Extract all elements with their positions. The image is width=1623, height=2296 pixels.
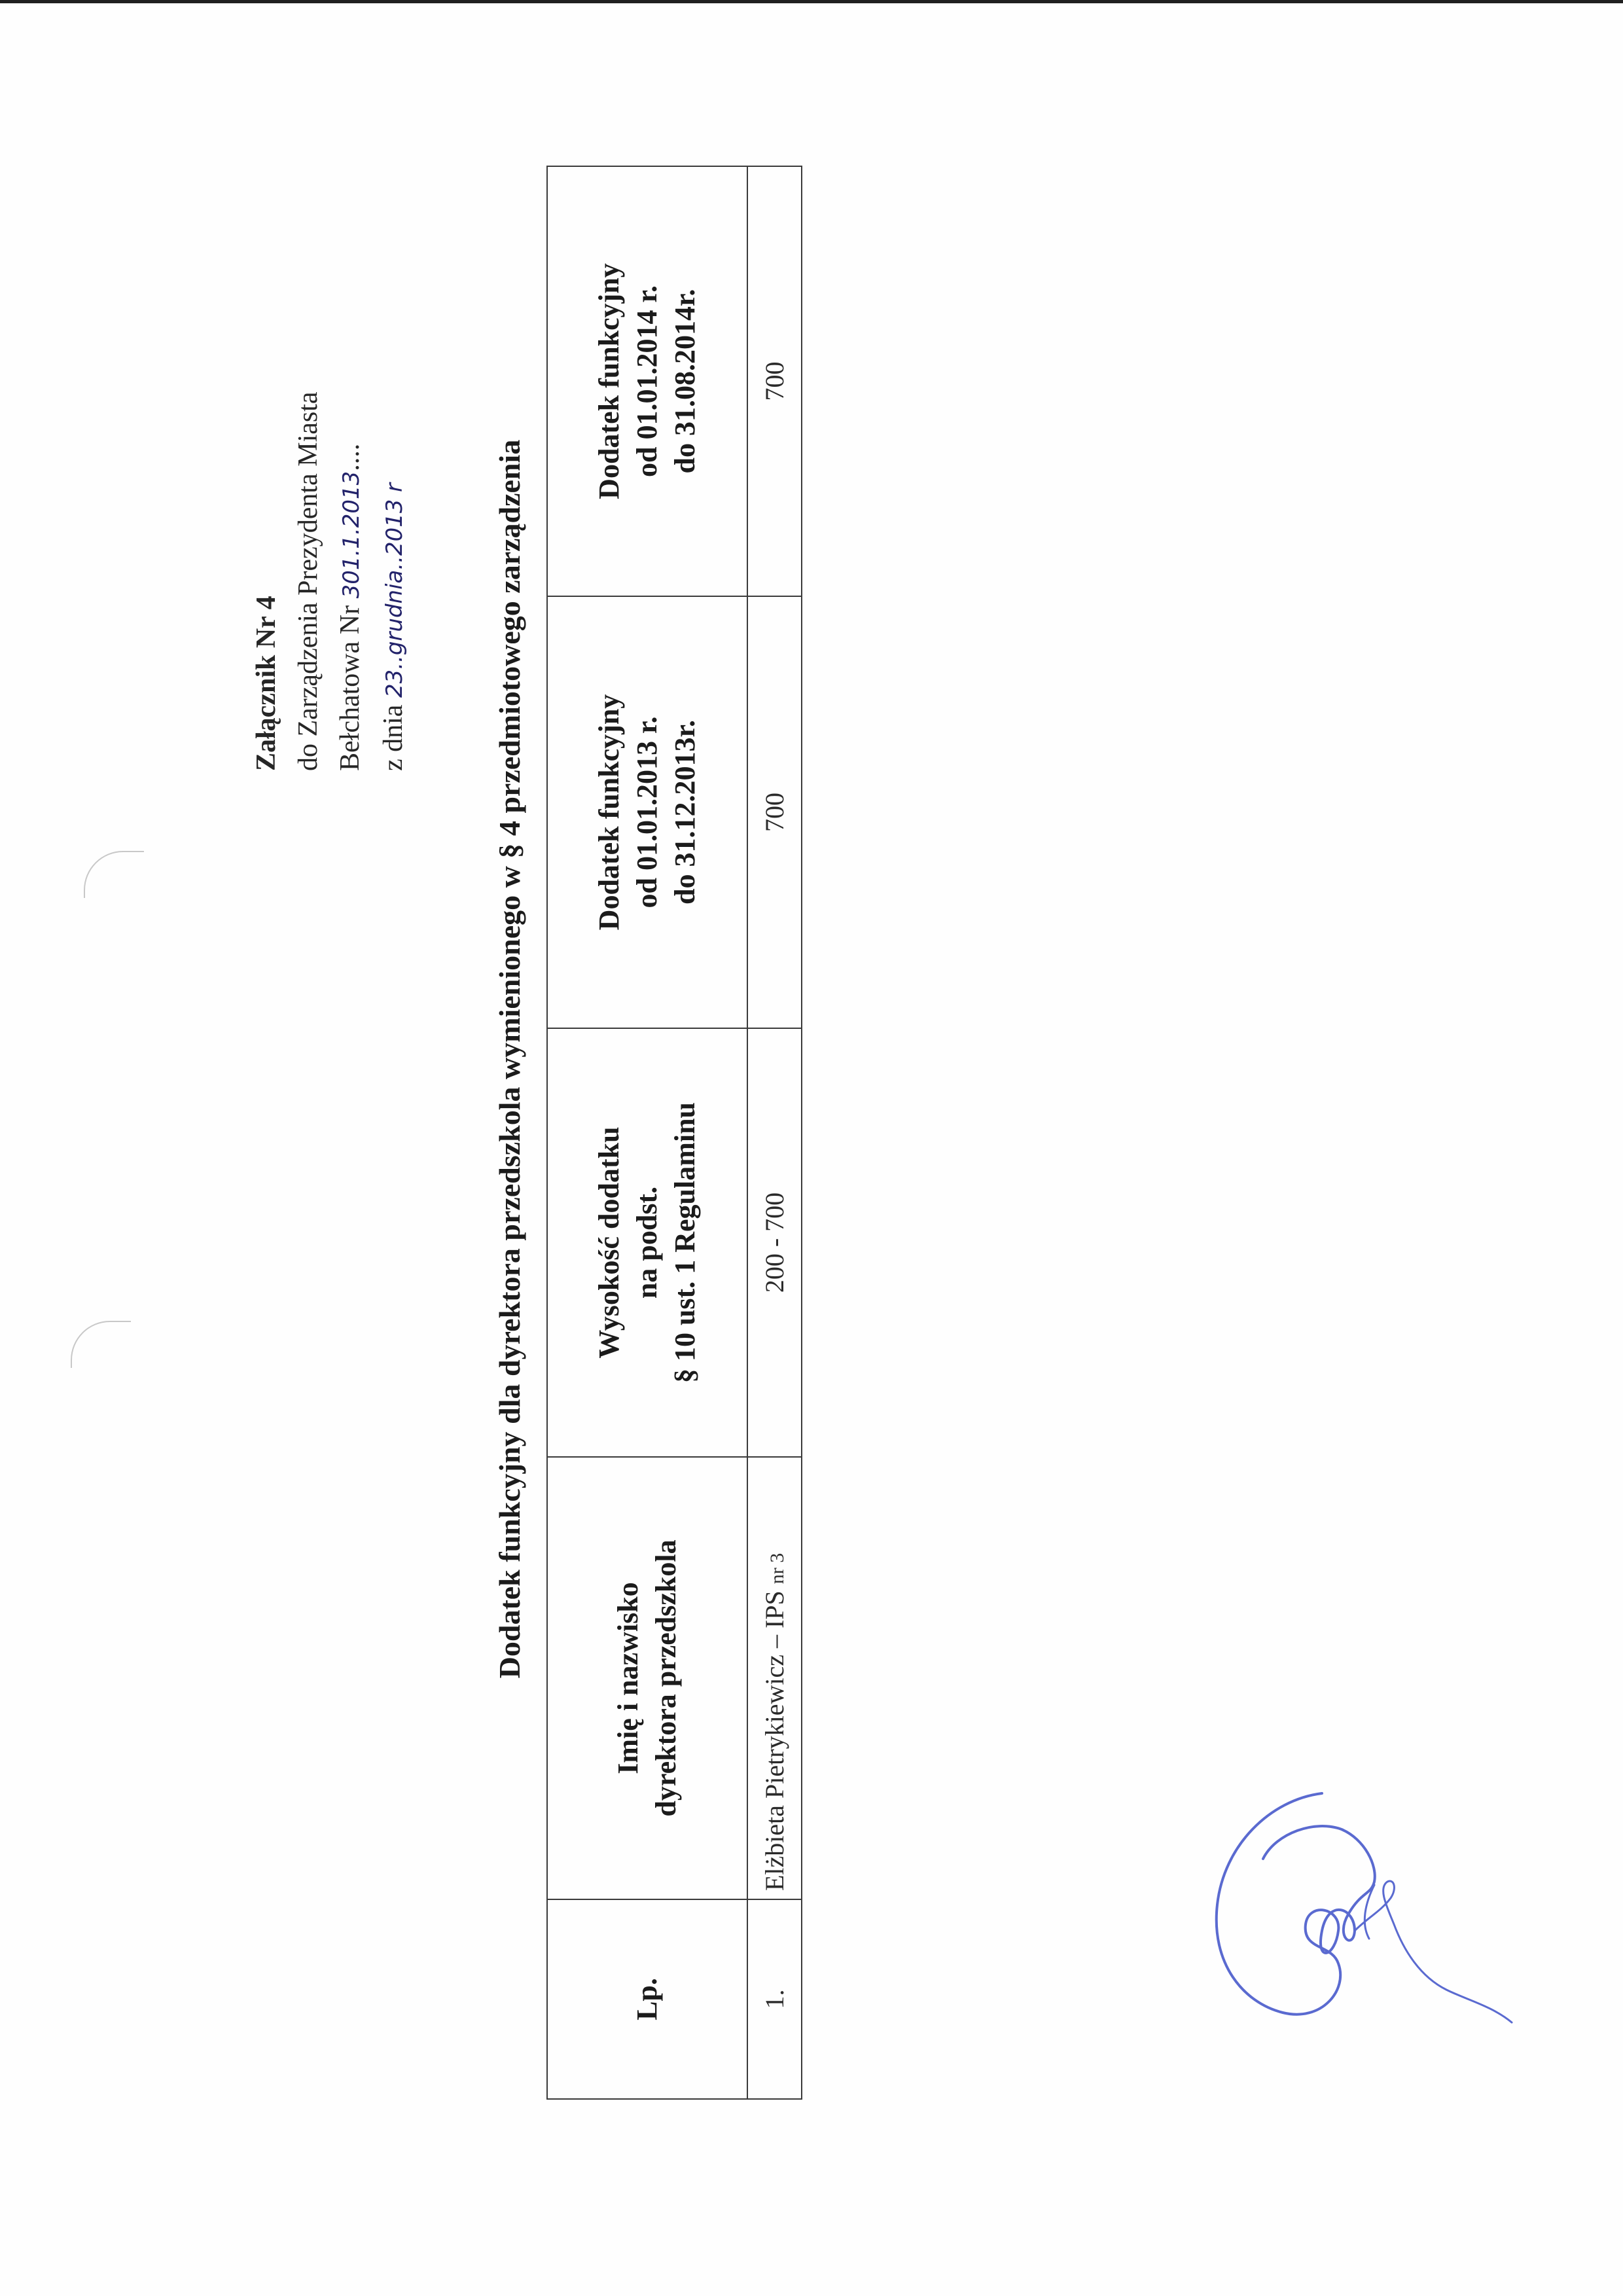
header-text: Dodatek funkcyjny	[593, 694, 625, 931]
director-name-suffix: nr 3	[766, 1552, 788, 1585]
header-text: do 31.12.2013r.	[669, 720, 701, 905]
header-text: § 10 ust. 1 Regulaminu	[669, 1102, 701, 1384]
cell-lp: 1.	[747, 1899, 802, 2099]
cell-amount-range: 200 - 700	[747, 1028, 802, 1457]
signature-stroke	[1355, 1881, 1512, 2022]
handwritten-signature	[1198, 1767, 1525, 2042]
date-suffix: r	[382, 483, 408, 492]
attachment-number-label: Bełchatowa Nr	[335, 605, 365, 771]
header-amount-range	[547, 1028, 747, 1457]
table-row	[747, 166, 802, 2099]
document-title: Dodatek funkcyjny dla dyrektora przedszkola wymienionego w § 4 przedmiotowego zarządzenia	[493, 439, 526, 1679]
table-header-row	[547, 166, 747, 2099]
header-name	[547, 1457, 747, 1899]
header-allowance-2014	[547, 166, 747, 596]
director-name: Elżbieta Pietrykiewicz – IPS	[760, 1590, 789, 1891]
header-text: od 01.01.2014 r.	[631, 285, 663, 477]
header-text: od 01.01.2013 r.	[631, 716, 663, 908]
header-text: Lp.	[631, 1978, 663, 2020]
cell-director-name	[747, 1457, 802, 1899]
cell-allowance-2013: 700	[747, 596, 802, 1028]
header-text: dyrektora przedszkola	[650, 1539, 682, 1817]
handwritten-number: 301.1.2013	[338, 471, 365, 599]
attachment-line-date	[372, 182, 416, 771]
attachment-header	[245, 182, 416, 771]
header-text: Wysokość dodatku	[593, 1126, 625, 1359]
header-text: na podst.	[631, 1186, 663, 1299]
attachment-date-label: z dnia	[378, 704, 408, 771]
cell-allowance-2014: 700	[747, 166, 802, 596]
attachment-line-regulation: do Zarządzenia Prezydenta Miasta	[293, 391, 323, 771]
header-lp	[547, 1899, 747, 2099]
header-text: Imię i nazwisko	[612, 1582, 644, 1774]
header-text: Dodatek funkcyjny	[593, 263, 625, 499]
attachment-title: Załącznik Nr 4	[251, 596, 281, 771]
header-text: do 31.08.2014r.	[669, 289, 701, 474]
allowance-table	[546, 166, 802, 2100]
signature-stroke	[1217, 1793, 1375, 2015]
handwritten-date: 23..grudnia..2013	[382, 499, 408, 698]
attachment-line-number	[329, 182, 372, 771]
dotted-fill: ....	[335, 443, 365, 471]
header-allowance-2013	[547, 596, 747, 1028]
